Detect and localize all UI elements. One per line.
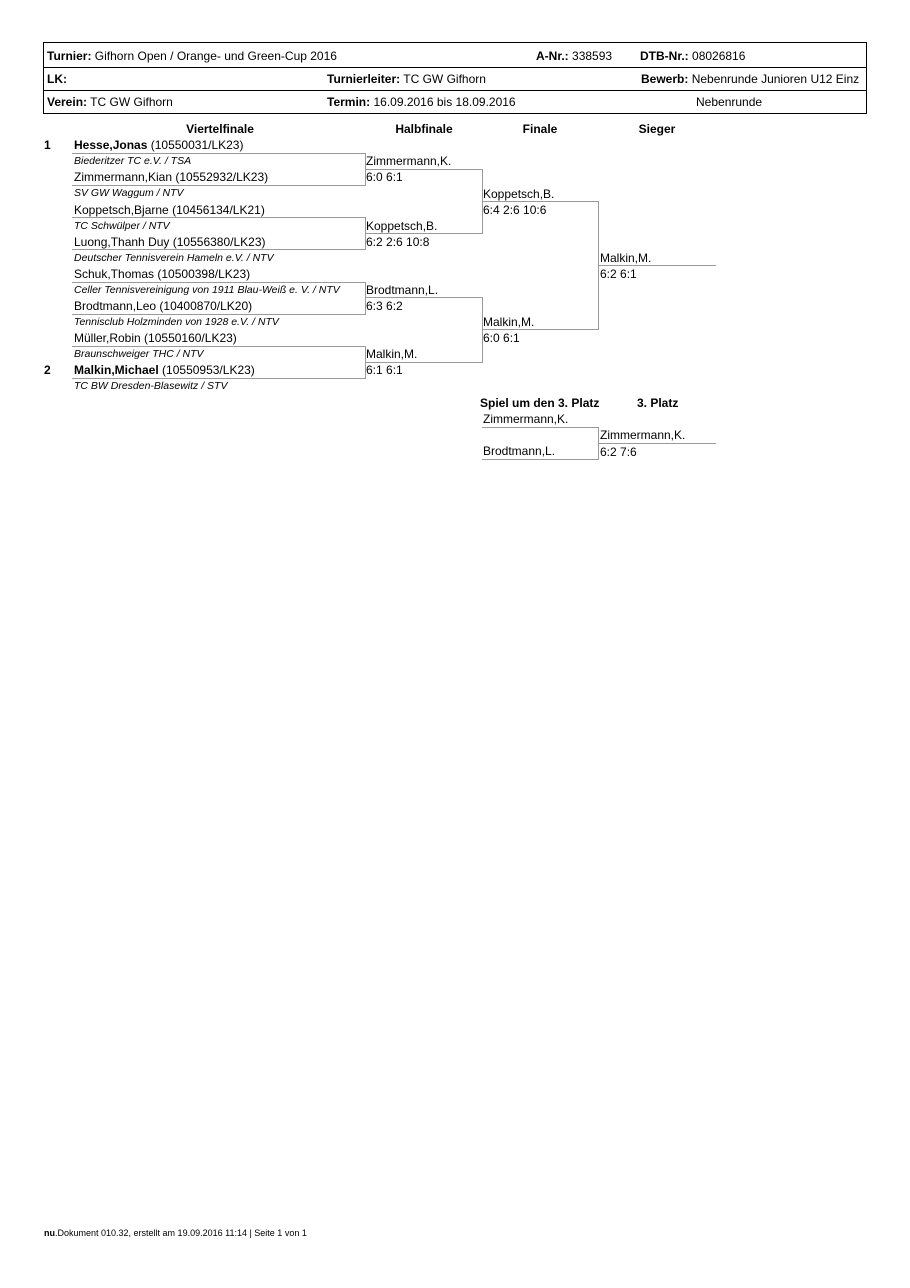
finale-winner: Koppetsch,B. [483,187,555,201]
turnier-value: Gifhorn Open / Orange- und Green-Cup 2016 [94,49,337,63]
dtb-value: 08026816 [692,49,746,63]
lk-field [47,72,67,86]
bracket-line [598,443,716,444]
footer-text: .Dokument 010.32, erstellt am 19.09.2016 11:14 | Seite 1 von 1 [55,1228,307,1238]
player-name: Hesse,Jonas [74,138,148,152]
player-entry [74,363,255,377]
third-place-winner: Zimmermann,K. [600,428,686,442]
player-club: Braunschweiger THC / NTV [74,348,204,360]
halbfinale-score: 6:0 6:1 [366,170,403,184]
player-name: Luong,Thanh Duy [74,235,170,249]
footer-brand: nu [44,1228,55,1238]
player-id: (10550031/LK23) [150,138,244,152]
champion-name: Malkin,M. [600,251,652,265]
turnierleiter-label: Turnierleiter: [327,72,401,86]
header-divider [44,67,866,68]
bewerb-value: Nebenrunde Junioren U12 Einz [691,72,860,86]
player-club: TC Schwülper / NTV [74,220,170,232]
third-place-result-title: 3. Platz [637,396,679,410]
verein-value: TC GW Gifhorn [90,95,173,109]
verein-label: Verein: [47,95,88,109]
turnierleiter-value: TC GW Gifhorn [403,72,486,86]
player-club: Deutscher Tennisverein Hameln e.V. / NTV [74,252,274,264]
anr-label: A-Nr.: [536,49,569,63]
verein-field [47,95,173,109]
bracket-line [72,249,365,250]
bracket-line [365,169,482,170]
runde-value: Nebenrunde [696,95,763,109]
dtb-field [640,49,745,63]
player-name: Zimmermann,Kian [74,170,173,184]
bewerb-field [641,72,865,86]
bracket-line [482,329,599,330]
player-name: Koppetsch,Bjarne [74,203,169,217]
bracket-line [72,217,365,218]
column-finale: Finale [522,122,558,136]
player-entry [74,203,265,217]
bracket-line [482,427,599,428]
turnier-label: Turnier: [47,49,92,63]
anr-field [536,49,612,63]
player-name: Müller,Robin [74,331,141,345]
finale-winner: Malkin,M. [483,315,535,329]
halbfinale-winner: Brodtmann,L. [366,283,439,297]
bracket-line [72,378,365,379]
seed-number: 1 [44,138,51,152]
header-divider [44,90,866,91]
bracket-line [72,185,365,186]
player-entry [74,331,237,345]
player-club: TC BW Dresden-Blasewitz / STV [74,380,228,392]
bracket-line [365,362,482,363]
player-name: Schuk,Thomas [74,267,155,281]
player-club: SV GW Waggum / NTV [74,187,184,199]
player-club: Biederitzer TC e.V. / TSA [74,155,192,167]
player-name: Brodtmann,Leo [74,299,157,313]
player-id: (10456134/LK21) [172,203,265,217]
bracket-line [72,346,365,347]
player-id: (10556380/LK23) [172,235,266,249]
termin-value: 16.09.2016 bis 18.09.2016 [373,95,516,109]
dtb-label: DTB-Nr.: [640,49,689,63]
bracket-line [365,233,482,234]
bracket-line [482,459,599,460]
champion-score: 6:2 6:1 [600,267,637,281]
termin-label: Termin: [327,95,371,109]
player-id: (10550160/LK23) [144,331,237,345]
anr-value: 338593 [572,49,613,63]
player-entry [74,299,252,313]
player-id: (10552932/LK23) [175,170,269,184]
halbfinale-score: 6:3 6:2 [366,299,403,313]
bracket-line [72,282,365,283]
third-place-score: 6:2 7:6 [600,445,637,459]
halbfinale-winner: Zimmermann,K. [366,154,452,168]
column-halbfinale: Halbfinale [395,122,453,136]
player-name: Malkin,Michael [74,363,159,377]
halbfinale-score: 6:1 6:1 [366,363,403,377]
player-entry [74,170,268,184]
player-entry [74,138,243,152]
bracket-line [365,297,482,298]
finale-score: 6:0 6:1 [483,331,520,345]
third-place-player: Brodtmann,L. [483,444,556,458]
halbfinale-winner: Malkin,M. [366,347,418,361]
turnierleiter-field [327,72,486,86]
bracket-line [72,153,365,154]
player-entry [74,267,250,281]
tournament-header [43,42,867,114]
bracket-line [482,297,483,363]
column-viertelfinale: Viertelfinale [186,122,254,136]
player-club: Celler Tennisvereinigung von 1911 Blau-Weiß e. V. / NTV [74,284,340,296]
player-entry [74,235,266,249]
termin-field [327,95,516,109]
player-club: Tennisclub Holzminden von 1928 e.V. / NTV [74,316,279,328]
third-place-title: Spiel um den 3. Platz [480,396,600,410]
third-place-player: Zimmermann,K. [483,412,569,426]
player-id: (10400870/LK20) [159,299,253,313]
player-id: (10550953/LK23) [162,363,255,377]
bracket-line [72,314,365,315]
lk-label: LK: [47,72,67,86]
finale-score: 6:4 2:6 10:6 [483,203,547,217]
halbfinale-score: 6:2 2:6 10:8 [366,235,430,249]
bracket-line [482,201,599,202]
bewerb-label: Bewerb: [641,72,689,86]
column-sieger: Sieger [638,122,676,136]
bracket-line [598,265,716,266]
document-footer [44,1228,307,1238]
player-id: (10500398/LK23) [157,267,251,281]
turnier-field [47,49,337,63]
seed-number: 2 [44,363,51,377]
halbfinale-winner: Koppetsch,B. [366,219,438,233]
